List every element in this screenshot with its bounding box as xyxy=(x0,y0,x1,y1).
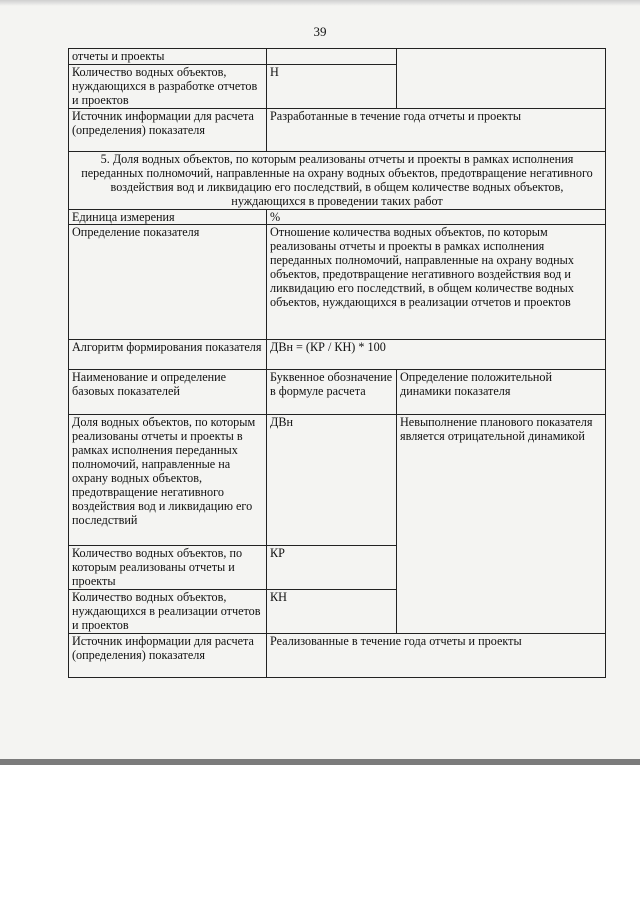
definition-label: Определение показателя xyxy=(69,225,267,340)
source-value: Реализованные в течение года отчеты и проекты xyxy=(267,634,606,678)
base-indicator-name: Количество водных объектов, нуждающихся в реализации отчетов и проектов xyxy=(69,590,267,634)
table-row xyxy=(69,340,606,370)
base-indicator-symbol: ДВн xyxy=(267,415,397,546)
base-indicator-symbol: Н xyxy=(267,65,397,109)
definition-value: Отношение количества водных объектов, по которым реализованы отчеты и проекты в рамках исполнения переданных полномочий, направленные на охрану водных объектов, предотвращение негативного воздействия вод и ликвидацию его последствий, в общем количестве водных объектов, нуждающихся в реализации отчетов и проектов xyxy=(267,225,606,340)
continued-dynamics-cell xyxy=(397,49,606,109)
table-row xyxy=(69,109,606,152)
table-row xyxy=(69,415,606,546)
base-indicator-symbol: КН xyxy=(267,590,397,634)
base-indicator-name: Количество водных объектов, по которым реализованы отчеты и проекты xyxy=(69,546,267,590)
header-base-name: Наименование и определение базовых показателей xyxy=(69,370,267,415)
indicator-title: 5. Доля водных объектов, по которым реализованы отчеты и проекты в рамках исполнения переданных полномочий, направленные на охрану водных объектов, предотвращение негативного воздействия вод и ликвидацию его последствий, в общем количестве водных объектов, нуждающихся в проведении таких работ xyxy=(69,152,606,210)
table-row xyxy=(69,210,606,225)
table-header-row xyxy=(69,370,606,415)
scan-top-edge xyxy=(0,0,640,6)
table-row xyxy=(69,225,606,340)
header-symbol: Буквенное обозначение в формуле расчета xyxy=(267,370,397,415)
dynamics-value: Невыполнение планового показателя является отрицательной динамикой xyxy=(397,415,606,634)
base-indicator-name: Количество водных объектов, нуждающихся в разработке отчетов и проектов xyxy=(69,65,267,109)
table-row xyxy=(69,152,606,210)
source-label: Источник информации для расчета (определения) показателя xyxy=(69,634,267,678)
page-number: 39 xyxy=(313,24,327,39)
unit-value: % xyxy=(267,210,606,225)
algorithm-label: Алгоритм формирования показателя xyxy=(69,340,267,370)
unit-label: Единица измерения xyxy=(69,210,267,225)
source-label: Источник информации для расчета (определения) показателя xyxy=(69,109,267,152)
table-row xyxy=(69,49,606,65)
table-row xyxy=(69,634,606,678)
base-indicator-name: Доля водных объектов, по которым реализованы отчеты и проекты в рамках исполнения переданных полномочий, направленные на охрану водных объектов, предотвращение негативного воздействия вод и ликвидацию его последствий xyxy=(69,415,267,546)
source-value: Разработанные в течение года отчеты и проекты xyxy=(267,109,606,152)
header-dynamics: Определение положительной динамики показателя xyxy=(397,370,606,415)
continued-symbol-cell xyxy=(267,49,397,65)
algorithm-formula: ДВн = (КР / КН) * 100 xyxy=(267,340,606,370)
indicator-table xyxy=(68,48,606,678)
continued-label: отчеты и проекты xyxy=(69,49,267,65)
base-indicator-symbol: КР xyxy=(267,546,397,590)
